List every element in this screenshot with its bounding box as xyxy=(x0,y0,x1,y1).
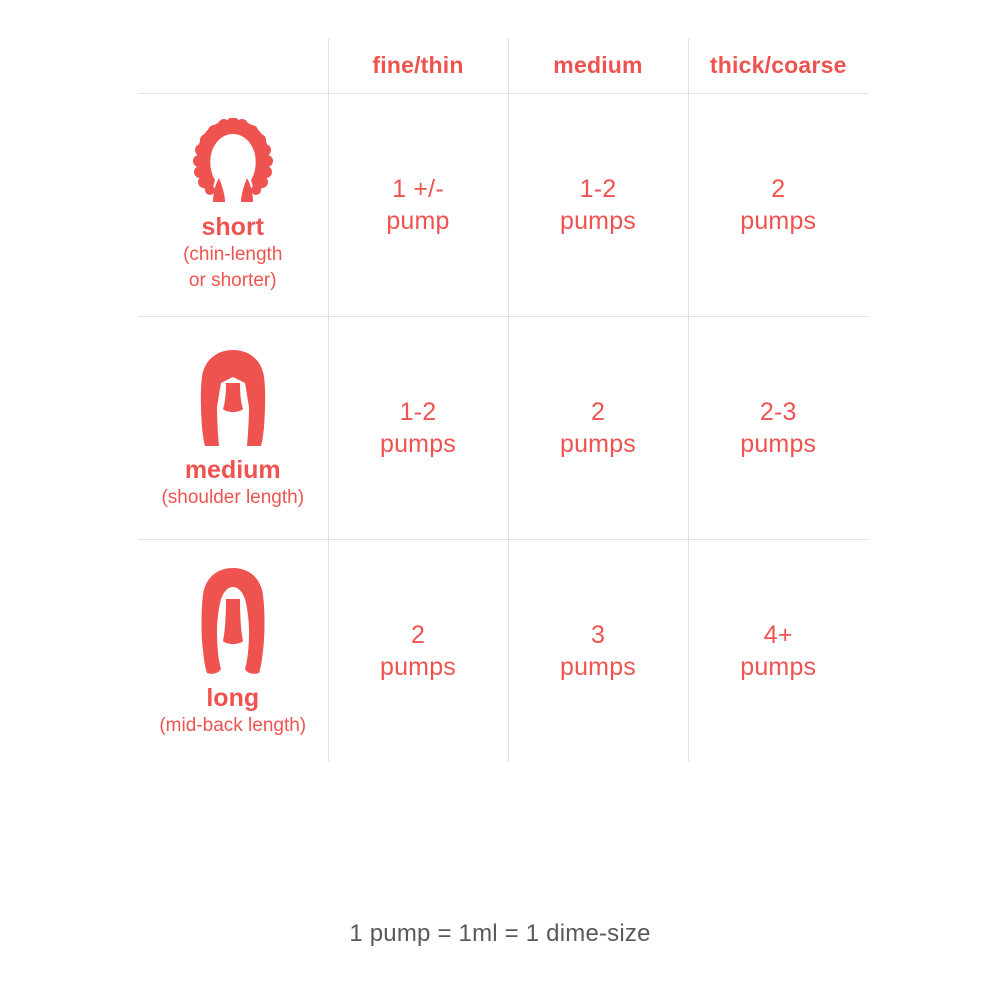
row-header-medium xyxy=(138,317,328,540)
row-header-short xyxy=(138,94,328,317)
cell-short-thick xyxy=(688,94,868,317)
cell-medium-thick-line1: 2-3 xyxy=(759,398,797,426)
dosage-chart xyxy=(138,38,868,762)
header-corner-blank xyxy=(138,38,328,94)
cell-medium-thick xyxy=(688,317,868,540)
cell-long-thick-line1: 4+ xyxy=(763,621,793,649)
row-sub-long-1: (mid-back length) xyxy=(159,714,307,736)
cell-long-fine-line1: 2 xyxy=(410,621,426,649)
row-header-long xyxy=(138,540,328,763)
row-label-long: long xyxy=(206,683,260,712)
cell-medium-fine-line1: 1-2 xyxy=(399,398,437,426)
footnote: 1 pump = 1ml = 1 dime-size xyxy=(349,920,651,947)
table-row xyxy=(138,540,868,763)
cell-long-medium xyxy=(508,540,688,763)
cell-medium-medium-line2: pumps xyxy=(559,430,637,458)
table-row xyxy=(138,317,868,540)
cell-long-thick xyxy=(688,540,868,763)
cell-short-fine-line1: 1 +/- xyxy=(392,175,444,203)
cell-long-thick-line2: pumps xyxy=(740,653,817,681)
cell-short-fine-line2: pump xyxy=(386,207,450,235)
row-label-medium: medium xyxy=(184,455,281,484)
row-sub-medium-1: (shoulder length) xyxy=(161,486,305,508)
dosage-table xyxy=(138,38,868,762)
table-header-row xyxy=(138,38,868,94)
row-label-short: short xyxy=(201,212,264,241)
long-hair-icon xyxy=(185,565,281,680)
medium-hair-icon xyxy=(185,347,281,452)
cell-short-thick-line1: 2 xyxy=(771,175,786,203)
cell-short-thick-line2: pumps xyxy=(740,207,817,235)
cell-short-fine xyxy=(328,94,508,317)
cell-medium-medium xyxy=(508,317,688,540)
row-sub-short-1: (chin-length xyxy=(183,243,283,265)
cell-medium-fine xyxy=(328,317,508,540)
cell-short-medium-line2: pumps xyxy=(559,207,637,235)
cell-long-fine xyxy=(328,540,508,763)
cell-short-medium xyxy=(508,94,688,317)
header-thick-coarse: thick/coarse xyxy=(688,38,868,94)
cell-long-fine-line2: pumps xyxy=(379,653,457,681)
cell-medium-medium-line1: 2 xyxy=(590,398,606,426)
cell-medium-fine-line2: pumps xyxy=(379,430,457,458)
cell-long-medium-line2: pumps xyxy=(559,653,637,681)
header-medium: medium xyxy=(508,38,688,94)
short-hair-icon xyxy=(185,118,281,209)
table-row xyxy=(138,94,868,317)
row-sub-short-2: or shorter) xyxy=(188,269,277,291)
cell-short-medium-line1: 1-2 xyxy=(579,175,617,203)
header-fine-thin: fine/thin xyxy=(328,38,508,94)
cell-medium-thick-line2: pumps xyxy=(740,430,817,458)
cell-long-medium-line1: 3 xyxy=(590,621,606,649)
